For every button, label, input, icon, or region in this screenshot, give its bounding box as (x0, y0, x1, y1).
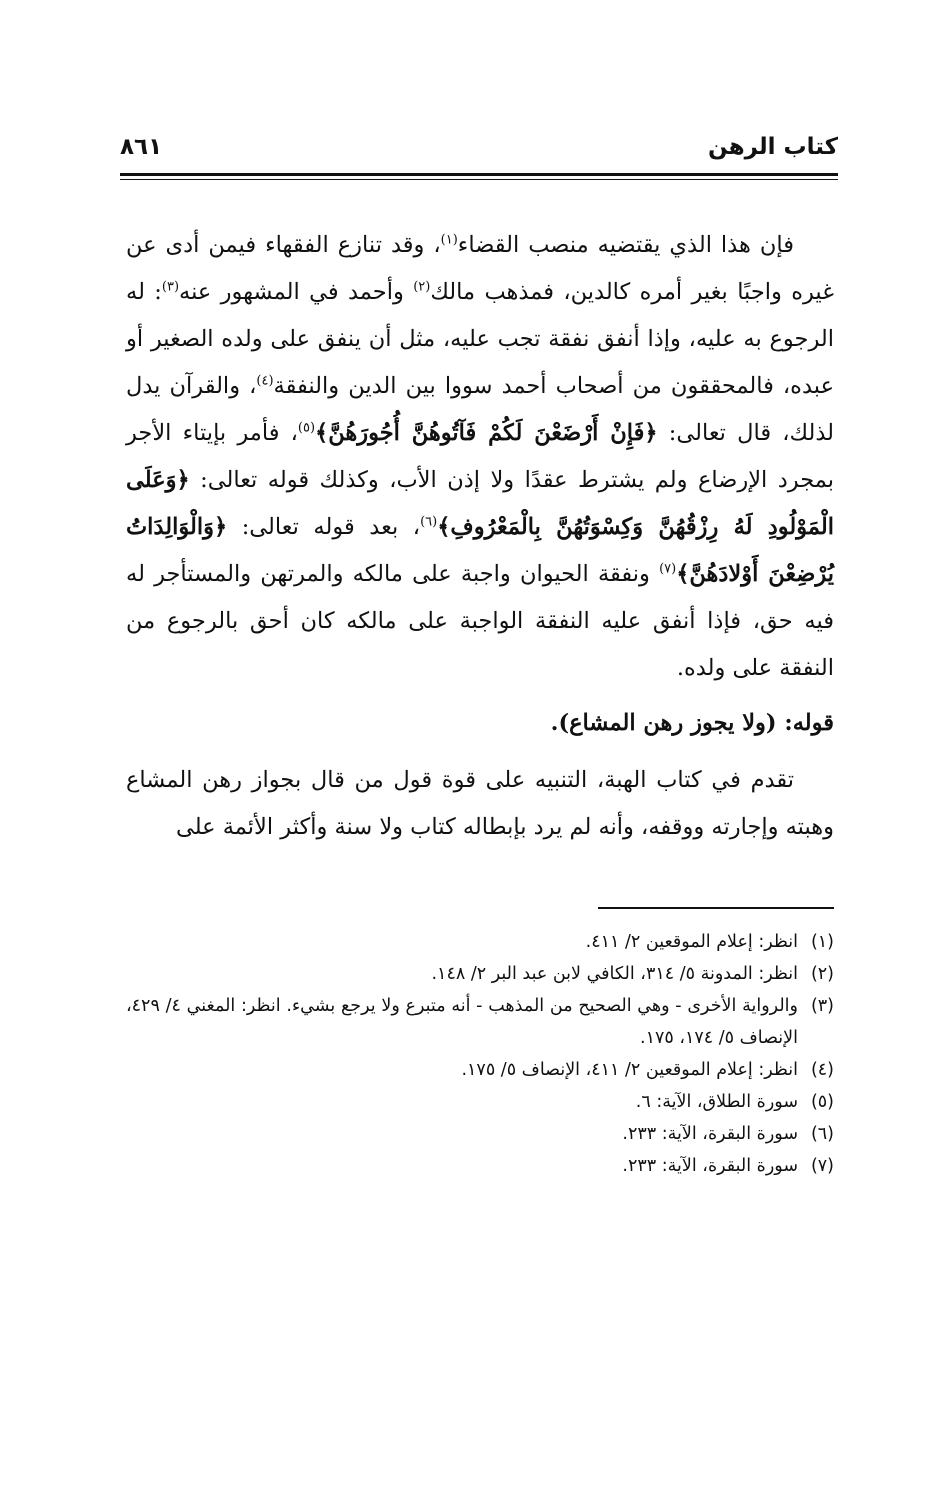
footnote-ref-1: (١) (440, 232, 458, 248)
footnote-number: (٣) (810, 996, 834, 1016)
footnote-text: انظر: المدونة ٥/ ٣١٤، الكافي لابن عبد البر ٢/ ١٤٨. (431, 964, 798, 984)
text-run: ، والقرآن يدل لذلك، قال تعالى: (126, 373, 835, 446)
footnote-ref-7: (٧) (659, 561, 677, 577)
text-run: ، فأمر بإيتاء الأجر بمجرد الإرضاع ولم يشترط عقدًا ولا إذن الأب، وكذلك قوله تعالى: (126, 420, 834, 493)
quran-quote-3: ﴿وَالْوَالِدَاتُ يُرْضِعْنَ أَوْلادَهُنَّ﴾ (126, 514, 834, 587)
main-text (126, 222, 834, 851)
footnote-4 (126, 1054, 834, 1086)
footnote-number: (٦) (810, 1124, 834, 1144)
footnote-text: والرواية الأخرى - وهي الصحيح من المذهب - أنه متبرع ولا يرجع بشيء. انظر: المغني ٤/ ٤٢٩، الإنصاف ٥/ ١٧٤، ١٧٥. (126, 996, 798, 1048)
footnote-ref-6: (٦) (420, 514, 438, 530)
footnote-number: (٧) (810, 1156, 834, 1176)
quran-quote-1: ﴿فَإِنْ أَرْضَعْنَ لَكُمْ فَآتُوهُنَّ أُجُورَهُنَّ﴾ (315, 420, 658, 446)
footnote-number: (٤) (810, 1060, 834, 1080)
footnote-1 (126, 926, 834, 958)
footnote-separator (598, 907, 834, 909)
section-heading: قوله: (ولا يجوز رهن المشاع). (550, 710, 834, 736)
footnote-ref-4: (٤) (256, 373, 274, 389)
page-number: ٨٦١ (120, 134, 163, 160)
footnote-ref-3: (٣) (161, 279, 180, 295)
running-header (120, 128, 838, 172)
text-run: ، وقد تنازع الفقهاء فيمن أدى عن غيره واجبًا بغير أمره كالدين، فمذهب مالك (126, 232, 834, 305)
paragraph-1 (126, 222, 834, 692)
footnote-number: (٢) (810, 964, 834, 984)
footnote-ref-2: (٢) (413, 279, 431, 295)
footnote-text: انظر: إعلام الموقعين ٢/ ٤١١. (585, 932, 798, 952)
footnote-7 (126, 1150, 834, 1182)
footnote-text: انظر: إعلام الموقعين ٢/ ٤١١، الإنصاف ٥/ ١٧٥. (461, 1060, 798, 1080)
header-rule-thick (120, 173, 838, 176)
paragraph-2: تقدم في كتاب الهبة، التنبيه على قوة قول من قال بجواز رهن المشاع وهبته وإجارته ووقفه، وأنه لم يرد بإبطاله كتاب ولا سنة وأكثر الأئمة على (126, 767, 834, 840)
footnote-3 (126, 990, 834, 1054)
footnote-2 (126, 958, 834, 990)
footnote-text: سورة البقرة، الآية: ٢٣٣. (622, 1124, 798, 1144)
footnotes (126, 926, 834, 1182)
text-run: ، بعد قوله تعالى: (227, 514, 421, 540)
footnote-text: سورة الطلاق، الآية: ٦. (635, 1092, 798, 1112)
chapter-title: كتاب الرهن (708, 134, 838, 160)
text-run: فإن هذا الذي يقتضيه منصب القضاء (457, 232, 794, 258)
footnote-5 (126, 1086, 834, 1118)
header-rule-thin (120, 179, 838, 180)
footnote-ref-5: (٥) (297, 420, 316, 436)
footnote-number: (٥) (810, 1092, 834, 1112)
quran-quote-2: ﴿وَعَلَى الْمَوْلُودِ لَهُ رِزْقُهُنَّ وَكِسْوَتُهُنَّ بِالْمَعْرُوفِ﴾ (126, 467, 834, 540)
footnote-number: (١) (810, 932, 834, 952)
text-run: وأحمد في المشهور عنه (179, 279, 414, 305)
footnote-text: سورة البقرة، الآية: ٢٣٣. (622, 1156, 798, 1176)
footnote-6 (126, 1118, 834, 1150)
text-run: ونفقة الحيوان واجبة على مالكه والمرتهن والمستأجر له فيه حق، فإذا أنفق عليه النفقة الواجبة على مالكه كان أحق بالرجوع من النفقة على ولده. (126, 561, 834, 681)
text-run: : له الرجوع به عليه، وإذا أنفق نفقة تجب عليه، مثل أن ينفق على ولده الصغير أو عبده، فالمحققون من أصحاب أحمد سووا بين الدين والنفقة (126, 279, 834, 399)
